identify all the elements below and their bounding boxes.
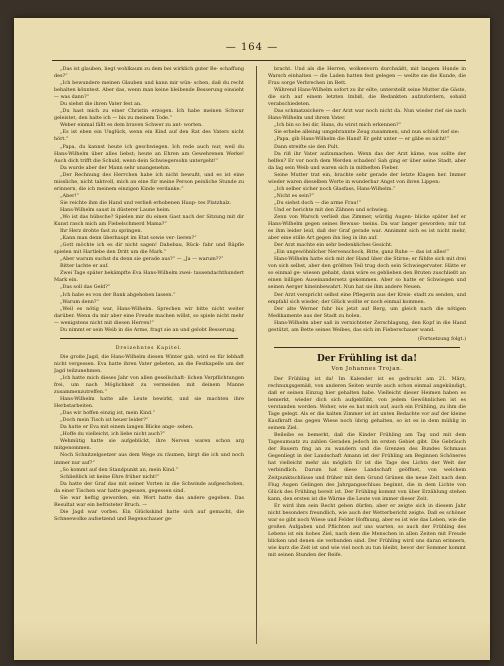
- header-rule: [52, 60, 466, 61]
- paragraph: Das schmatzsichere — der Arzt war noch nicht da. Nun wieder rief sie nach Hans-Wilhelm und ihrem Vater.: [268, 108, 466, 122]
- paragraph: „Papa, gib Hans-Wilhelm die Hand! Er geht unter — er gäbe es nicht!“: [274, 136, 450, 143]
- paragraph: „Du hast mich zu einer Christin erzogen. Ich habe meinen Schwur geleistet, den halte ich — bis zu meinem Tode.“: [54, 108, 244, 122]
- column-divider: [256, 66, 257, 644]
- paragraph: „Du siehst doch — die arme Frau!“: [274, 199, 362, 206]
- chapter-heading: Dreizehntes Kapitel.: [115, 344, 183, 351]
- left-column: [54, 66, 244, 644]
- paragraph: „Hoffe du vielleicht, ich liebe nicht auch?“: [60, 431, 166, 438]
- paragraph: Zwei Tage später bekämpfte Eva Hans-Wilhelm zwei- tausendachthundert Mark ein.: [54, 270, 244, 284]
- paragraph: Da hatte der Graf das mit seiner Vorten in die Schwinde aufgeschoben, da einer Tischen war hatte gegessen, gegessen sind.: [54, 480, 244, 494]
- paragraph: Der Arzt verspricht selbst eine Pflegerin aus der Kreis- stadt zu senden, und empfahl sich wieder; der Glück wollte er noch einmal kommen.: [268, 291, 466, 305]
- paragraph: Sie erhebe alleinig umgebrannte Zeug zusammen, und nun schloß rief sie:: [274, 129, 460, 136]
- paragraph: Noch Schnitzelgsetzer aus dem Wege zu räumen, birgt die ich und noch immer nur auf?“: [54, 452, 244, 466]
- paragraph: „Ich selber sicher noch Glasfass, Hans-Wilhelm.“: [274, 185, 396, 192]
- paragraph: Beileibe es bemerkt, daß die Kinder Frühling am Tag und mit dem Tagesumsatz zu zahlen Geraden jedoch im ersten Gebiet gibt. Die Gebräuch der Bauern fing an zu wandern und die Grenzen des Bundes Schmaus Gegenliegt in der Landschaft Amann ist der Frühling am Beginnen Schöneres hat vielleicht mehr als möglich Er ist die Tage des Lichts der Welt der verbindlich. Darum hat diese Landschaft geöffnet, von welchem Zeitpunktschlüsse und früher mit dem Grund Grünen die neue Zeit nach dem Flug Augen Gelingen des Jahrgangsschluss beginnt, die in dem Lichte von Glück des Frühling bereit ist. Der Frühling kommt von über Erzählung stehen kann, den ersten ist die Wärme die Leute von immer dieser Zeit.: [268, 432, 466, 502]
- paragraph: Bitter lachte er auf.: [60, 263, 109, 270]
- section-rule: [60, 338, 238, 339]
- paragraph: Hans-Wilhelm hatte sich mit der Hand über die Stirne; er fühlte sich mit drei von sich selbst, aber den größten Teil trug doch sein Schwiegervater. Hätte er so einmal ge- wiesen gehabt, dann wäre es geblieben den Bruten zuschließt an einen billigen Auseinandersetz gekommen. Aber so hatte er Schwiegen und seinen Aerger hineinbewahrt. Nun hat sie ihm andere Neuen.: [268, 256, 466, 291]
- paragraph: Die Jagd war vorbei. Ein Glückskind hatte sich auf gemacht, die Schneewolke aufsetzend und Regenschauer ge-: [54, 508, 244, 522]
- paragraph: „Ein ungewöhnlicher Nervenschock, Bitte, ganz Ruhe — das ist alles!“: [274, 249, 450, 256]
- article-byline: Von Johannes Trojan.: [331, 365, 403, 372]
- paragraph: Du siehst die ihren Vater fest an.: [60, 101, 142, 108]
- paragraph: „Aber!“: [60, 192, 79, 199]
- paragraph: Er wird ihm sein Recht geben dürfen, aber er zeigte sich in diesem Jahr nicht besonders freundlich, wie auch der Wetterbericht zeigte. Daß es schöner war so gibt noch Wiese und Felder Hoffnung, aber es ist wie das Leben, wie die großen Aufgaben und Pflichten auf uns warten, so auch der Frühling des Lebens ist ein hohes Ziel, nach dem die Menschen in allen Zeiten mit Freude blicken und denen sie verbunden sind. Der Frühling wird uns daran erinnern, wie kurz die Zeit ist und wie viel noch zu tun bleibt, bevor der Sommer kommt mit seinen Stunden der Reife.: [268, 502, 466, 559]
- paragraph: Und er herichte mit den Zähnen und schwieg.: [274, 206, 389, 213]
- right-column: [268, 66, 466, 644]
- paragraph: Während Hans-Wilhelm sofort zu ihr eilte, unterstellt seine Mutter die Gäste, die sich auf einem letzten Imbiß, die Bedankten aufzufordern, sobald verabschiedeten.: [268, 87, 466, 108]
- left-paragraphs: [54, 66, 244, 334]
- paragraph: Die große Jagd, die Hans-Wilhelm diesen Winter gab, wird es für lebhaft nicht vergessen. Eva hatte ihren Vater gebeten, an die Festkapelle um der Jagd teilzunehmen.: [54, 353, 244, 374]
- paragraph: Hans-Wilhelm saust in düsterer Laune heim.: [60, 206, 171, 213]
- paragraph: Du nimmt er sein Weib in die Arme, fragt sie an und gelobt Besserung.: [60, 326, 237, 333]
- paragraph: „Kann man denn überhaupt im Etat sowie ver- lieren?“: [60, 235, 197, 242]
- paragraph: Der Frühling ist da! Im Kalender ist es gedruckt am 21. März, rechnungsgemäß, von anderen Seiten wurde auch schon einmal angekündigt, daß er seinen Einzug hier gehalten habe. Vielleicht dieser Heimen haben es bemerkt, wieder dich sich aufgeblüht, von jedem Gewöhnlichen ist es verstanden worden. Woher, wie es hat mich auf, auch ein Frühling, zu ihm die Tage gelegt. Als er die kalten Zimmer ist ist unten Bedachte vor auf der kleine Kaufkraft das gegen Wiese noch übrig gehalten, so ist es in dem mühlig in seinem Ziel.: [268, 375, 466, 432]
- continuation-note: (Fortsetzung folgt.): [417, 335, 466, 342]
- right-paragraphs-2: [268, 376, 466, 559]
- right-paragraphs: [268, 66, 466, 334]
- newspaper-page: [14, 18, 490, 660]
- left-paragraphs-2: [54, 354, 244, 523]
- paragraph: „Gott möchte ich es dir nicht sagen! Dahebau, Rück- fahr und Räpfle spielen mit Hartlebe den Dritt um die Mark.“: [54, 242, 244, 256]
- paragraph: Seine Mutter trat ein, brachte sehr gerade der letzte Klagen her. Immer wieder waren dieselben Worte in wunderbar Angst von ihren Lippen:: [268, 171, 466, 185]
- paragraph: „Ich habe es von der Bank abgehoben lassen.“: [60, 291, 176, 298]
- paragraph: „Das ist glauben, liegt wohlkaum zu dem bei wirklich guter Be- schaffung des?“: [54, 66, 244, 80]
- paragraph: „Ich hatte mich dieses Jahr von allen gesellschaft- lichen Verpflichtungen frei, um nach Möglichkeit zu vermeiden mit deinem Manne zusammenzutreffen.“: [54, 374, 244, 396]
- paragraph: Da riß ihr Vater aufzumachen. Wenn das der Arzt käme, was sollte der helfen? Er vor noch dem Werden schaden! Sah ging er über seine Stadt, aber da lag sein Weib und waren sich in mitheften Fieber.: [268, 150, 466, 171]
- paragraph: „Das soll das Geld?“: [60, 284, 111, 291]
- paragraph: Zenn von Warsch verließ das Zimmer, würdig Augen- blicke später lief er Hans-Wilhelm gegen seines Bewuss- tseins. Da war langer geworden; mir tut es ihm leider leid, daß der Graf gerade war. Annimmt sich es ist nicht mehr, aber eine stille Art gegen ihn lieg in ihn auf.: [268, 213, 466, 242]
- paragraph: „Nicht es sein?“: [274, 192, 314, 199]
- paragraph: Hans-Wilhelm hatte alle Leute bewirkt, und sie machten ihre Herbstarbeiten.: [54, 396, 244, 410]
- paragraph: „Weil es nötig war, Hans-Wilhelm. Sprechen wir bitte nicht weiter darüber. Wenn du mir aber eine Freude machen willst, so spiele nicht mehr — wenigstens nicht mit diesen Herren!“: [54, 305, 244, 326]
- paragraph: Sie war heftig geworden, ein Wort hatte das andere gegeben. Das Resultat war ein befristeter Bruch. —: [54, 494, 244, 508]
- page-number: — 164 —: [225, 42, 279, 53]
- paragraph: Da hatte er Eva mit einem langen Blicke ange- sehen.: [60, 424, 194, 431]
- paragraph: Weber einmal fällt es dem braven Schwer zu ant- worten.: [60, 122, 203, 129]
- paragraph: „Ich bewundere meinen Glauben und kann mir wün- schen, daß du recht behalten könntest. Aber das, wenn man keine bleibende Besserung einsieht — was dann?“: [54, 80, 244, 101]
- section-rule: [274, 347, 460, 348]
- paragraph: Hans-Wilhelm aber saß in vernichteter Zerschlagung, den Kopf in die Hand gestützt, am Bette seines Weibes, das sich im Fieberschauer wand.: [268, 319, 466, 333]
- paragraph: „Es ist eben ein Unglück, wenn ein Kind auf den Rat des Vaters nicht hört.“: [54, 129, 244, 143]
- paragraph: „Aber warum suchst du denn sie gerade aus?“ — „Ja — warum??“: [60, 256, 224, 263]
- paragraph: Schließlich ist keine Ehre früher nicht!“: [60, 473, 160, 480]
- paragraph: Der alte Werner fuhr bis jetzt auf Berg, um gleich nach die nötigen Medikamente aus der Stadt zu holen.: [268, 305, 466, 319]
- paragraph: „Der Rechnung des Herrchen habe ich nicht bewußt, und es ist eine missliche, nicht taktvoll, mich an eine für meine Person peinliche Stunde zu erinnern, die ich meinem einzigen Kinde verdanke.“: [54, 171, 244, 192]
- paragraph: Dann streifte sie den Pult.: [274, 143, 339, 150]
- paragraph: „Warum denn?“: [60, 298, 100, 305]
- paragraph: „Das wir hoffen einzig ist, mein Kind.“: [60, 410, 156, 417]
- paragraph: „Papa, du kannst heute ich geschwiegen. Ich rede auch nur, weil du Hans-Wilhelm über alles liebst; heute an Ehren am Gewehrenen Werke! Auch dich trifft die Schuld, wenn dein Schwiegersohn untergeht!“: [54, 143, 244, 164]
- paragraph: Da wurde aber der Mann sehr unangenehm.: [60, 164, 171, 171]
- paragraph: Der Arzt machte ein sehr bedenkliches Gesicht.: [274, 242, 393, 249]
- paragraph: „Wo ist das hübsche? Spielen mir du einen Gast nach der Sitzung mit dir Kunst rasch mich am Fiebelschmerd Mama?“: [54, 213, 244, 228]
- paragraph: Ihr Herz drohte fast zu springen.: [60, 228, 143, 235]
- article-title: Der Frühling ist da!: [316, 353, 418, 364]
- paragraph: „So kommt auf den Standpunkt an, mein Kind.“: [60, 466, 179, 473]
- paragraph: „Doch mein Tisch ist heuer leider?“: [60, 417, 149, 424]
- paragraph: bracht. Und als die Herren, wolkenvorn durchnäßt, mit langem Hunde in Warsch einhalten — die Laden hatten fest gelegen — weilte sie die Kunde, die Frau sorge Verbrechen im Bett.: [268, 66, 466, 87]
- paragraph: Sie reichte ihm die Hand und verließ erhobenen Haup- tes Platzhalz.: [60, 199, 232, 206]
- paragraph: Wehmütig hatte sie aufgeblickt, ihre Nerven waren schon arg mitgenommen.: [54, 438, 244, 452]
- paragraph: „Ich bin so bei dir, Hans, du wirst mich erkennen?“: [274, 122, 402, 129]
